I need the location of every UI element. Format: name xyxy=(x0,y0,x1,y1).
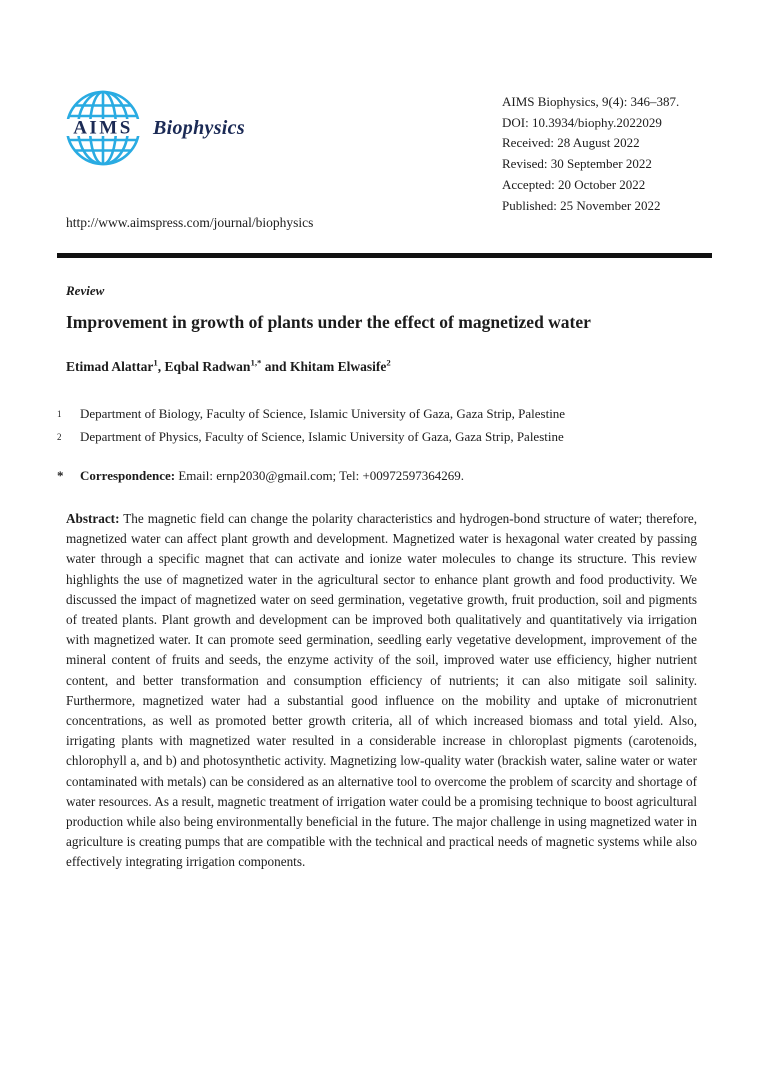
paper-header xyxy=(0,0,762,235)
correspondence-contact[interactable]: Email: ernp2030@gmail.com; Tel: +00972597364269. xyxy=(175,468,465,483)
correspondence-line xyxy=(57,468,707,484)
article-title: Improvement in growth of plants under the effect of magnetized water xyxy=(66,312,591,332)
author-separator: and xyxy=(261,359,290,374)
affiliation-row xyxy=(57,403,707,426)
affiliation-text: Department of Physics, Faculty of Science, Islamic University of Gaza, Gaza Strip, Palestine xyxy=(80,428,564,444)
affiliation-row xyxy=(57,426,707,449)
article-meta-block xyxy=(502,92,679,216)
abstract-paragraph xyxy=(66,509,697,873)
author-affiliation-sup: 2 xyxy=(386,357,391,368)
doi-line: DOI: 10.3934/biophy.2022029 xyxy=(502,114,662,130)
accepted-date: Accepted: 20 October 2022 xyxy=(502,176,646,192)
citation-line: AIMS Biophysics, 9(4): 346–387. xyxy=(502,94,680,109)
affiliation-number: 2 xyxy=(57,431,62,442)
author-line xyxy=(66,359,762,375)
correspondence-marker: * xyxy=(57,468,64,483)
aims-logo-text: AIMS xyxy=(73,117,133,139)
correspondence-label: Correspondence: xyxy=(80,468,176,483)
published-date: Published: 25 November 2022 xyxy=(502,197,661,213)
journal-name: Biophysics xyxy=(153,116,245,139)
author-name: Etimad Alattar xyxy=(66,359,154,374)
aims-globe-icon xyxy=(63,88,143,168)
received-date: Received: 28 August 2022 xyxy=(502,135,640,151)
author-separator: , xyxy=(157,359,165,374)
publisher-logo xyxy=(63,88,245,168)
author-affiliation-sup: 1,* xyxy=(250,357,262,368)
affiliation-text: Department of Biology, Faculty of Science, Islamic University of Gaza, Gaza Strip, Palestine xyxy=(80,406,566,421)
journal-url-link[interactable]: http://www.aimspress.com/journal/biophysics xyxy=(66,215,314,230)
author-affiliation-sup: 1 xyxy=(153,357,158,368)
correspondence-text xyxy=(80,468,464,484)
article-type-label: Review xyxy=(66,283,105,298)
revised-date: Revised: 30 September 2022 xyxy=(502,156,652,172)
affiliations-block xyxy=(57,403,707,448)
abstract-text: The magnetic field can change the polarity characteristics and hydrogen-bond structure of water; therefore, magnetized water can affect plant growth and development. Magnetized water is hexagonal water created by passing water through a specific magnet that can activate and ionize water molecules to change its structure. This review highlights the use of magnetized water in the agricultural sector to enhance plant growth and food productivity. We discussed the impact of magnetized water on seed germination, vegetative growth, fruit production, soil and pigments of treated plants. Plant growth and development can be improved both qualitatively and quantitatively via irrigation with magnetized water. It can promote seed germination, seedling early vegetative development, improvement of the mineral content of fruits and seeds, the enzyme activity of the soil, improved water use efficiency, higher nutrient content, and better transformation and consumption efficiency of nutrients; it can also mitigate soil salinity. Furthermore, magnetized water had a substantial good influence on the mobility and uptake of micronutrient concentrations, as well as promoted better growth criteria, all of which increased biomass and total yield. Also, irrigating plants with magnetized water resulted in a considerable increase in chloroplast pigments (carotenoids, chlorophyll a, and b) and photosynthetic activity. Magnetizing low-quality water (brackish water, saline water or water contaminated with metals) can be considered as an alternative tool to overcome the problem of scarcity and shortage of water resources. As a result, magnetic treatment of irrigation water could be a promising technique to boost agricultural production while also being environmentally beneficial in the future. The major challenge in using magnetized water in agriculture is creating pumps that are compatible with the technical and practical needs of magnetic systems while also effectively integrating irrigation components. xyxy=(66,511,697,870)
abstract-label: Abstract: xyxy=(66,511,120,526)
affiliation-number: 1 xyxy=(57,409,62,419)
author-name: Eqbal Radwan xyxy=(164,359,251,374)
header-divider xyxy=(57,253,712,258)
author-name: Khitam Elwasife xyxy=(289,359,387,374)
